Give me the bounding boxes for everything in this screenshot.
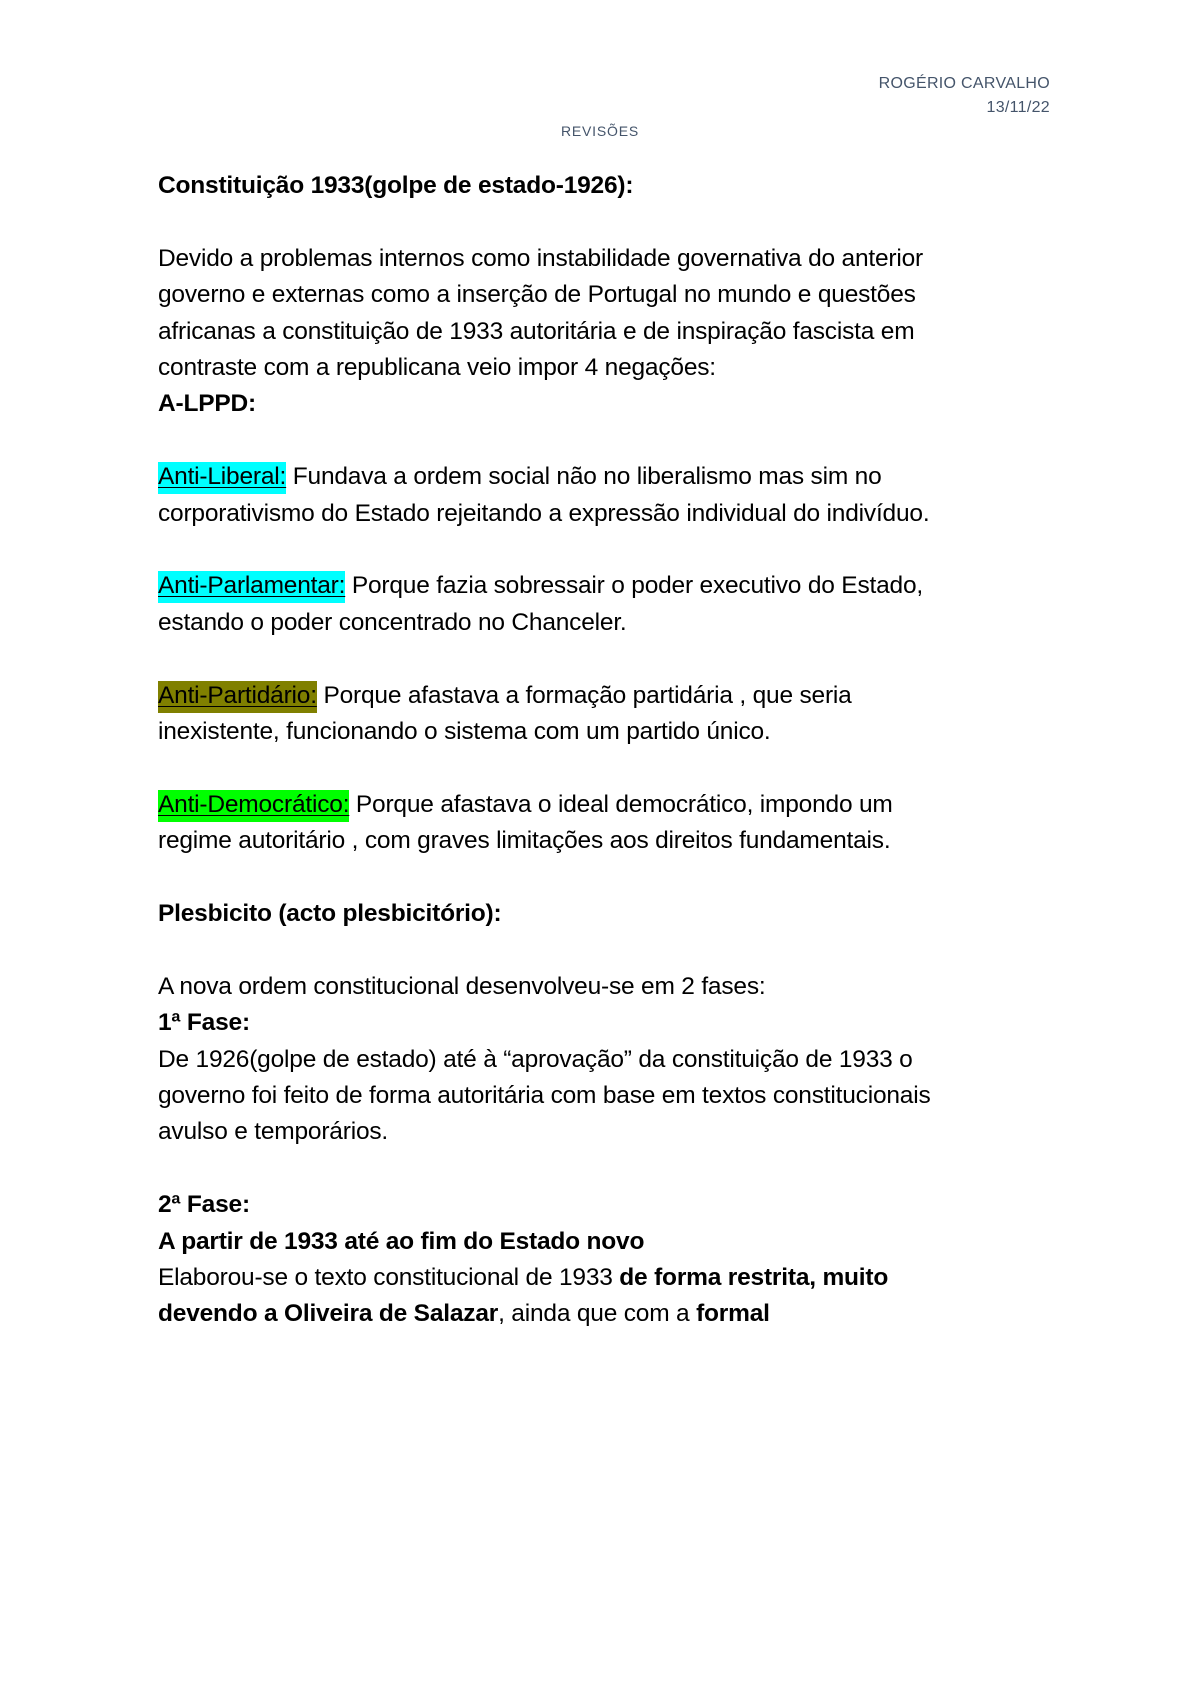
- document-title: REVISÕES: [561, 123, 639, 139]
- intro-paragraph: Devido a problemas internos como instabilidade governativa do anterior governo e externas como a inserção de Portugal no mundo e questões africanas a constituição de 1933 autoritária e de inspiração fascista em contraste com a republicana veio impor 4 negações:: [158, 244, 923, 382]
- negation-anti-parlamentar: [158, 568, 958, 641]
- highlight-label-anti-democratico: Anti-Democrático:: [158, 790, 349, 822]
- highlight-label-anti-partidario: Anti-Partidário:: [158, 681, 317, 713]
- document-date: 13/11/22: [986, 99, 1050, 116]
- phases-intro: A nova ordem constitucional desenvolveu-se em 2 fases:: [158, 972, 766, 1000]
- author-name: ROGÉRIO CARVALHO: [878, 75, 1050, 92]
- spacer: [158, 204, 958, 240]
- phase2-text-part2: , ainda que com a: [498, 1300, 697, 1328]
- header-author-block: [879, 72, 1050, 120]
- negation-text: Porque afastava o ideal democrático, impondo um regime autoritário , com graves limitações aos direitos fundamentais.: [158, 790, 893, 855]
- spacer: [158, 860, 958, 896]
- phase1-text: De 1926(golpe de estado) até à “aprovação” da constituição de 1933 o governo foi feito de forma autoritária com base em textos constitucionais avulso e temporários.: [158, 1045, 931, 1146]
- phase1-title: 1ª Fase:: [158, 1009, 250, 1037]
- highlight-label-anti-liberal: Anti-Liberal:: [158, 462, 286, 494]
- phase2-title: 2ª Fase:: [158, 1191, 250, 1219]
- spacer: [158, 1151, 958, 1187]
- negation-text: Fundava a ordem social não no liberalismo mas sim no corporativismo do Estado rejeitando a expressão individual do indivíduo.: [158, 463, 930, 527]
- document-body: [158, 168, 958, 1333]
- highlight-label-anti-parlamentar: Anti-Parlamentar:: [158, 571, 345, 603]
- negation-text: Porque afastava a formação partidária , que seria inexistente, funcionando o sistema com um partido único.: [158, 681, 852, 746]
- negation-anti-democratico: [158, 787, 958, 860]
- spacer: [158, 641, 958, 677]
- section-heading-constituicao: Constituição 1933(golpe de estado-1926):: [158, 172, 634, 199]
- phase2-text-part1: Elaborou-se o texto constitucional de 1933: [158, 1264, 620, 1292]
- section-heading-plesbicito: Plesbicito (acto plesbicitório):: [158, 900, 502, 928]
- acronym-heading: A-LPPD:: [158, 390, 256, 418]
- phase2-text: [158, 1260, 958, 1333]
- spacer: [158, 932, 958, 968]
- spacer: [158, 423, 958, 459]
- negation-text: Porque fazia sobressair o poder executivo do Estado, estando o poder concentrado no Chanceler.: [158, 572, 923, 636]
- negation-anti-partidario: [158, 678, 958, 751]
- phase2-text-bold1: de forma restrita, muito devendo a Oliveira de Salazar: [158, 1264, 889, 1328]
- negation-anti-liberal: [158, 459, 958, 532]
- phase2-subtitle: A partir de 1933 até ao fim do Estado novo: [158, 1227, 645, 1255]
- spacer: [158, 750, 958, 786]
- spacer: [158, 532, 958, 568]
- phase2-text-bold2: formal: [696, 1300, 770, 1328]
